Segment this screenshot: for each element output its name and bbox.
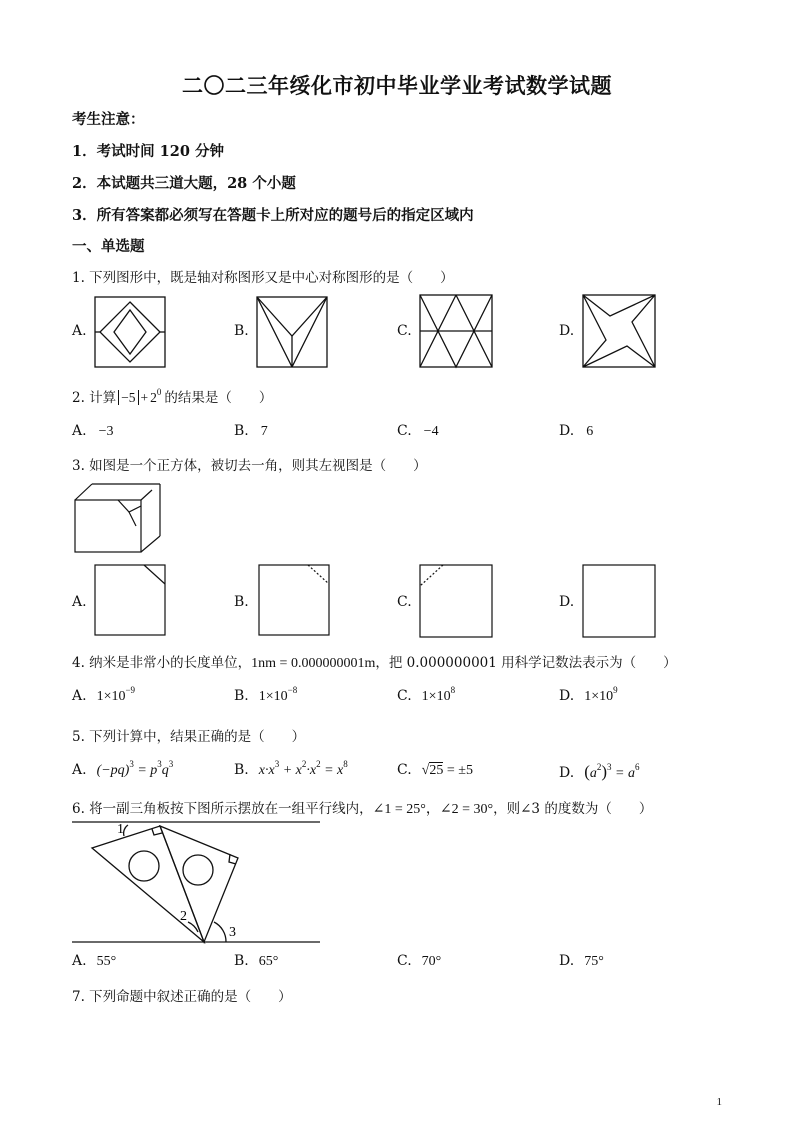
q6-triangle-figure bbox=[72, 818, 322, 946]
q1-option-d-label: D. bbox=[559, 323, 575, 339]
q1-option-c-figure bbox=[419, 294, 493, 368]
page-title: 二〇二三年绥化市初中毕业学业考试数学试题 bbox=[182, 73, 612, 98]
notice-item: 2．本试题共三道大题，28 个小题 bbox=[72, 175, 296, 192]
question-2-stem bbox=[72, 386, 272, 406]
q2-stem-post: 的结果是（ ） bbox=[164, 390, 273, 406]
q2-power-exp: 0 bbox=[156, 387, 162, 397]
q3-cube-figure bbox=[74, 482, 164, 554]
notice-item: 1．考试时间 120 分钟 bbox=[72, 143, 224, 160]
notice-heading: 考生注意： bbox=[72, 111, 145, 128]
q3-option-c-figure bbox=[419, 564, 493, 638]
q3-option-b-label: B. bbox=[234, 594, 249, 610]
q5-option-a: A. $(-pq)^3 = p^3q^3$ bbox=[72, 759, 174, 778]
question-5-stem: 5. 下列计算中，结果正确的是（ ） bbox=[72, 729, 306, 745]
angle-1-label: 1 bbox=[117, 822, 124, 837]
q5-option-b: B. $x\cdot x^3 + x^2\cdot x^2 = x^8$ bbox=[234, 759, 348, 778]
q4-option-b: B. $1\times 10^{-8}$ bbox=[234, 685, 298, 704]
page-number: 1 bbox=[716, 1096, 722, 1108]
q1-option-c-label: C. bbox=[397, 323, 412, 339]
angle-2-label: 2 bbox=[180, 909, 187, 924]
q1-option-a-figure bbox=[94, 296, 166, 368]
q3-option-c-label: C. bbox=[397, 594, 412, 610]
q1-option-d-figure bbox=[582, 294, 656, 368]
question-7-stem: 7. 下列命题中叙述正确的是（ ） bbox=[72, 989, 292, 1005]
q3-option-b-figure bbox=[258, 564, 330, 636]
q4-option-c: C. $1\times 10^8$ bbox=[397, 685, 456, 704]
q3-option-d-figure bbox=[582, 564, 656, 638]
q2-option-d: D. 6 bbox=[559, 423, 594, 439]
q6-option-b: B. 65° bbox=[234, 953, 279, 969]
question-3-stem: 3. 如图是一个正方体，被切去一角，则其左视图是（ ） bbox=[72, 458, 427, 474]
q6-option-d: D. 75° bbox=[559, 953, 604, 969]
q2-option-b: B. 7 bbox=[234, 423, 268, 439]
q2-abs-value: −5 bbox=[118, 390, 138, 405]
q6-option-a: A. 55° bbox=[72, 953, 117, 969]
q3-option-a-label: A. bbox=[72, 594, 87, 610]
q1-option-b-label: B. bbox=[234, 323, 249, 339]
q2-option-a: A. −3 bbox=[72, 423, 114, 439]
q2-stem-pre: 2. 计算 bbox=[72, 390, 117, 406]
q4-option-a: A. $1\times 10^{-9}$ bbox=[72, 685, 136, 704]
q2-option-c: C. −4 bbox=[397, 423, 439, 439]
question-1-stem: 1. 下列图形中，既是轴对称图形又是中心对称图形的是（ ） bbox=[72, 270, 454, 286]
q2-power-base: 2 bbox=[150, 390, 157, 405]
q3-option-d-label: D. bbox=[559, 594, 575, 610]
q5-option-c: C. √25 = ±5 bbox=[397, 762, 473, 778]
q4-option-d: D. $1\times 10^9$ bbox=[559, 685, 618, 704]
q3-option-a-figure bbox=[94, 564, 166, 636]
question-4-stem: 4. 纳米是非常小的长度单位，1nm = 0.000000001m，把 0.000000001 用科学记数法表示为（ ） bbox=[72, 655, 677, 671]
q5-option-d: D. $(a^2)^3 = a^6$ bbox=[559, 762, 640, 781]
q2-plus: + bbox=[140, 390, 149, 405]
section-heading: 一、单选题 bbox=[72, 238, 145, 255]
question-6-stem: 6. 将一副三角板按下图所示摆放在一组平行线内，∠1 = 25°，∠2 = 30°，则∠3 的度数为（ ） bbox=[72, 801, 653, 817]
angle-3-label: 3 bbox=[229, 925, 236, 940]
q1-option-a-label: A. bbox=[72, 323, 87, 339]
q1-option-b-figure bbox=[256, 296, 328, 368]
q6-option-c: C. 70° bbox=[397, 953, 442, 969]
notice-item: 3．所有答案都必须写在答题卡上所对应的题号后的指定区域内 bbox=[72, 207, 474, 224]
